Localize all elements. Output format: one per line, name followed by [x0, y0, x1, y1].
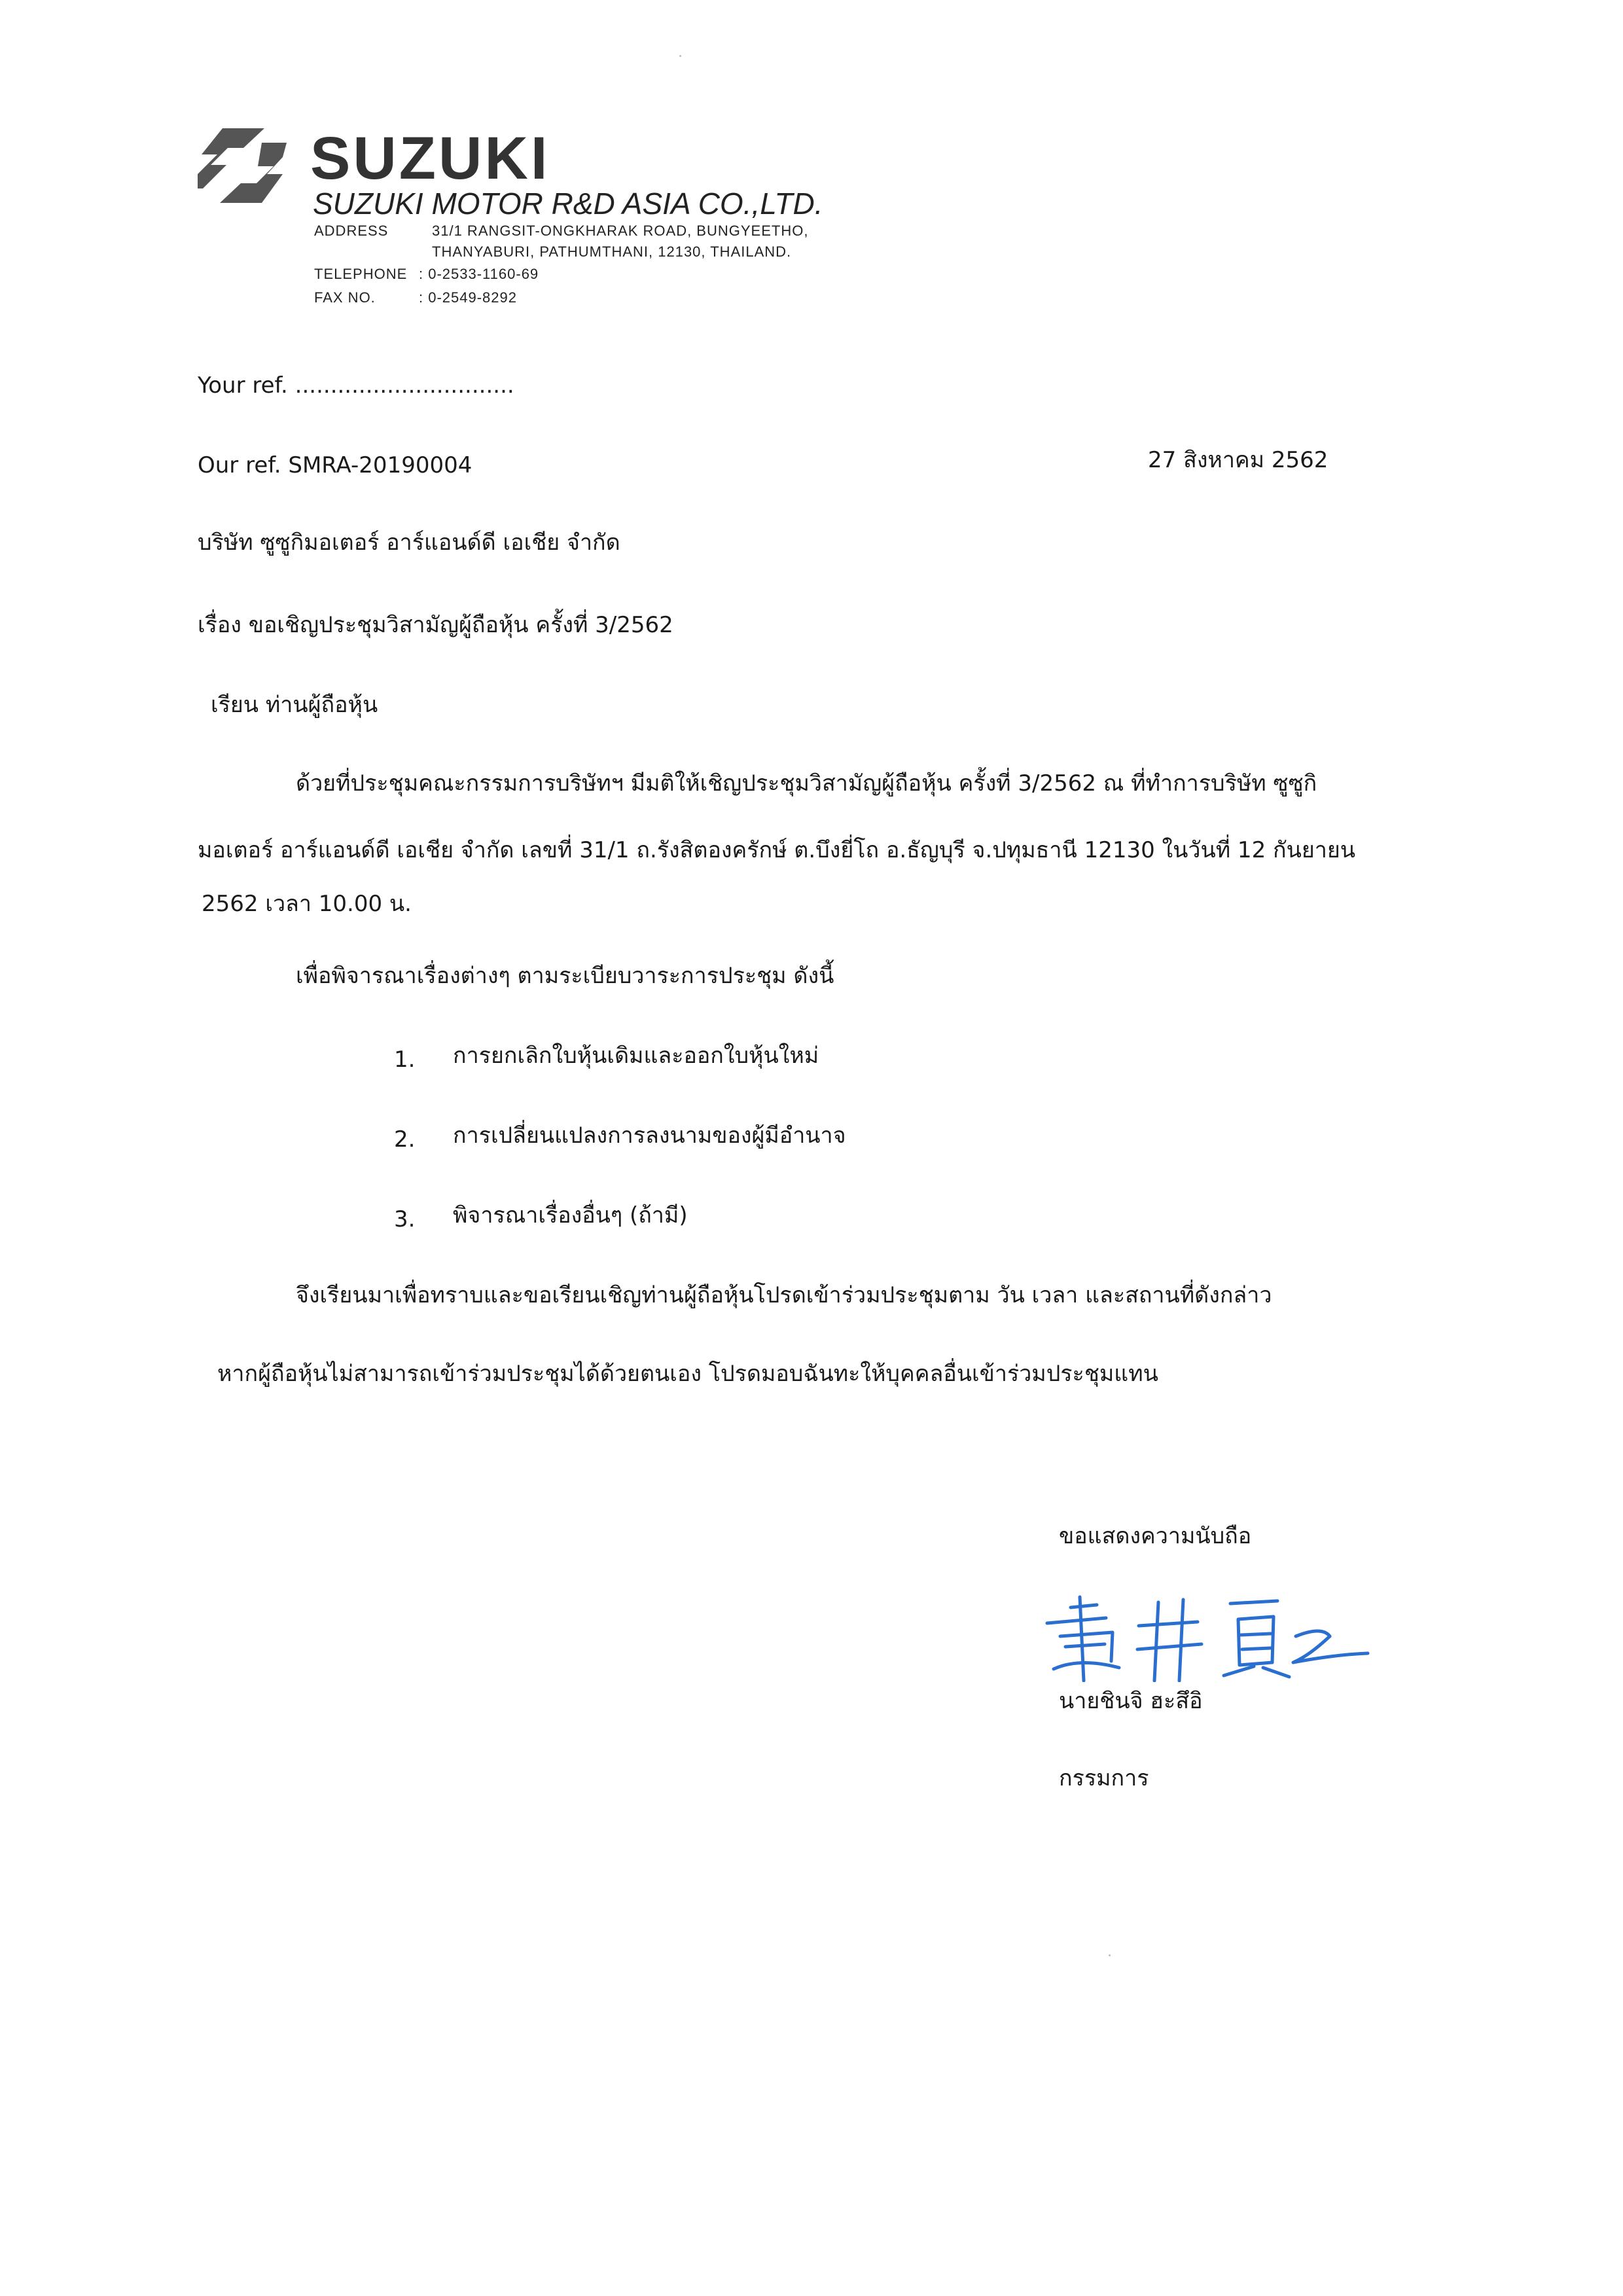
- salutation: เรียน ท่านผู้ถือหุ้น: [211, 692, 378, 718]
- closing-line-1: จึงเรียนมาเพื่อทราบและขอเรียนเชิญท่านผู้ถือหุ้นโปรดเข้าร่วมประชุมตาม วัน เวลา และสถานที่ดังกล่าว: [296, 1282, 1272, 1308]
- body-paragraph-line-1: ด้วยที่ประชุมคณะกรรมการบริษัทฯ มีมติให้เชิญประชุมวิสามัญผู้ถือหุ้น ครั้งที่ 3/2562 ณ ที่ทำการบริษัท ซูซูกิ: [296, 770, 1317, 797]
- address-line-2: THANYABURI, PATHUMTHANI, 12130, THAILAND.: [432, 243, 792, 260]
- body-paragraph-line-2: มอเตอร์ อาร์แอนด์ดี เอเชีย จำกัด เลขที่ 31/1 ถ.รังสิตองครักษ์ ต.บึงยี่โถ อ.ธัญบุรี จ.ปทุมธานี 12130 ในวันที่ 12 กันยายน: [198, 837, 1356, 863]
- recipient-company: บริษัท ซูซูกิมอเตอร์ อาร์แอนด์ดี เอเชีย จำกัด: [198, 529, 620, 556]
- your-ref: Your ref. ...............................: [198, 372, 514, 399]
- signatory-name: นายชินจิ ฮะสึอิ: [1059, 1688, 1203, 1714]
- regards-text: ขอแสดงความนับถือ: [1059, 1523, 1252, 1549]
- agenda-item-text: การยกเลิกใบหุ้นเดิมและออกใบหุ้นใหม่: [453, 1043, 819, 1069]
- letter-date: 27 สิงหาคม 2562: [1148, 447, 1329, 473]
- telephone-value: : 0-2533-1160-69: [419, 266, 539, 282]
- agenda-intro: เพื่อพิจารณาเรื่องต่างๆ ตามระเบียบวาระการประชุม ดังนี้: [296, 963, 834, 989]
- subject-line: เรื่อง ขอเชิญประชุมวิสามัญผู้ถือหุ้น ครั้งที่ 3/2562: [198, 612, 673, 638]
- suzuki-s-logo-icon: [198, 128, 287, 203]
- agenda-item-number: 2.: [394, 1126, 416, 1153]
- telephone-label: TELEPHONE: [314, 266, 408, 282]
- agenda-item-number: 1.: [394, 1047, 416, 1073]
- signatory-title: กรรมการ: [1059, 1765, 1149, 1791]
- body-paragraph-line-3: 2562 เวลา 10.00 น.: [202, 891, 412, 917]
- agenda-item-text: พิจารณาเรื่องอื่นๆ (ถ้ามี): [453, 1202, 688, 1229]
- address-label: ADDRESS: [314, 223, 389, 239]
- fax-label: FAX NO.: [314, 289, 376, 306]
- agenda-item-number: 3.: [394, 1206, 416, 1232]
- our-ref: Our ref. SMRA-20190004: [198, 452, 473, 478]
- brand-name: SUZUKI: [310, 125, 550, 192]
- company-name: SUZUKI MOTOR R&D ASIA CO.,LTD.: [313, 187, 823, 221]
- handwritten-signature: [1034, 1584, 1374, 1682]
- closing-line-2: หากผู้ถือหุ้นไม่สามารถเข้าร่วมประชุมได้ด้วยตนเอง โปรดมอบฉันทะให้บุคคลอื่นเข้าร่วมประชุมแทน: [217, 1361, 1158, 1387]
- agenda-item-text: การเปลี่ยนแปลงการลงนามของผู้มีอำนาจ: [453, 1122, 846, 1149]
- address-line-1: 31/1 RANGSIT-ONGKHARAK ROAD, BUNGYEETHO,: [432, 223, 809, 239]
- fax-value: : 0-2549-8292: [419, 289, 517, 306]
